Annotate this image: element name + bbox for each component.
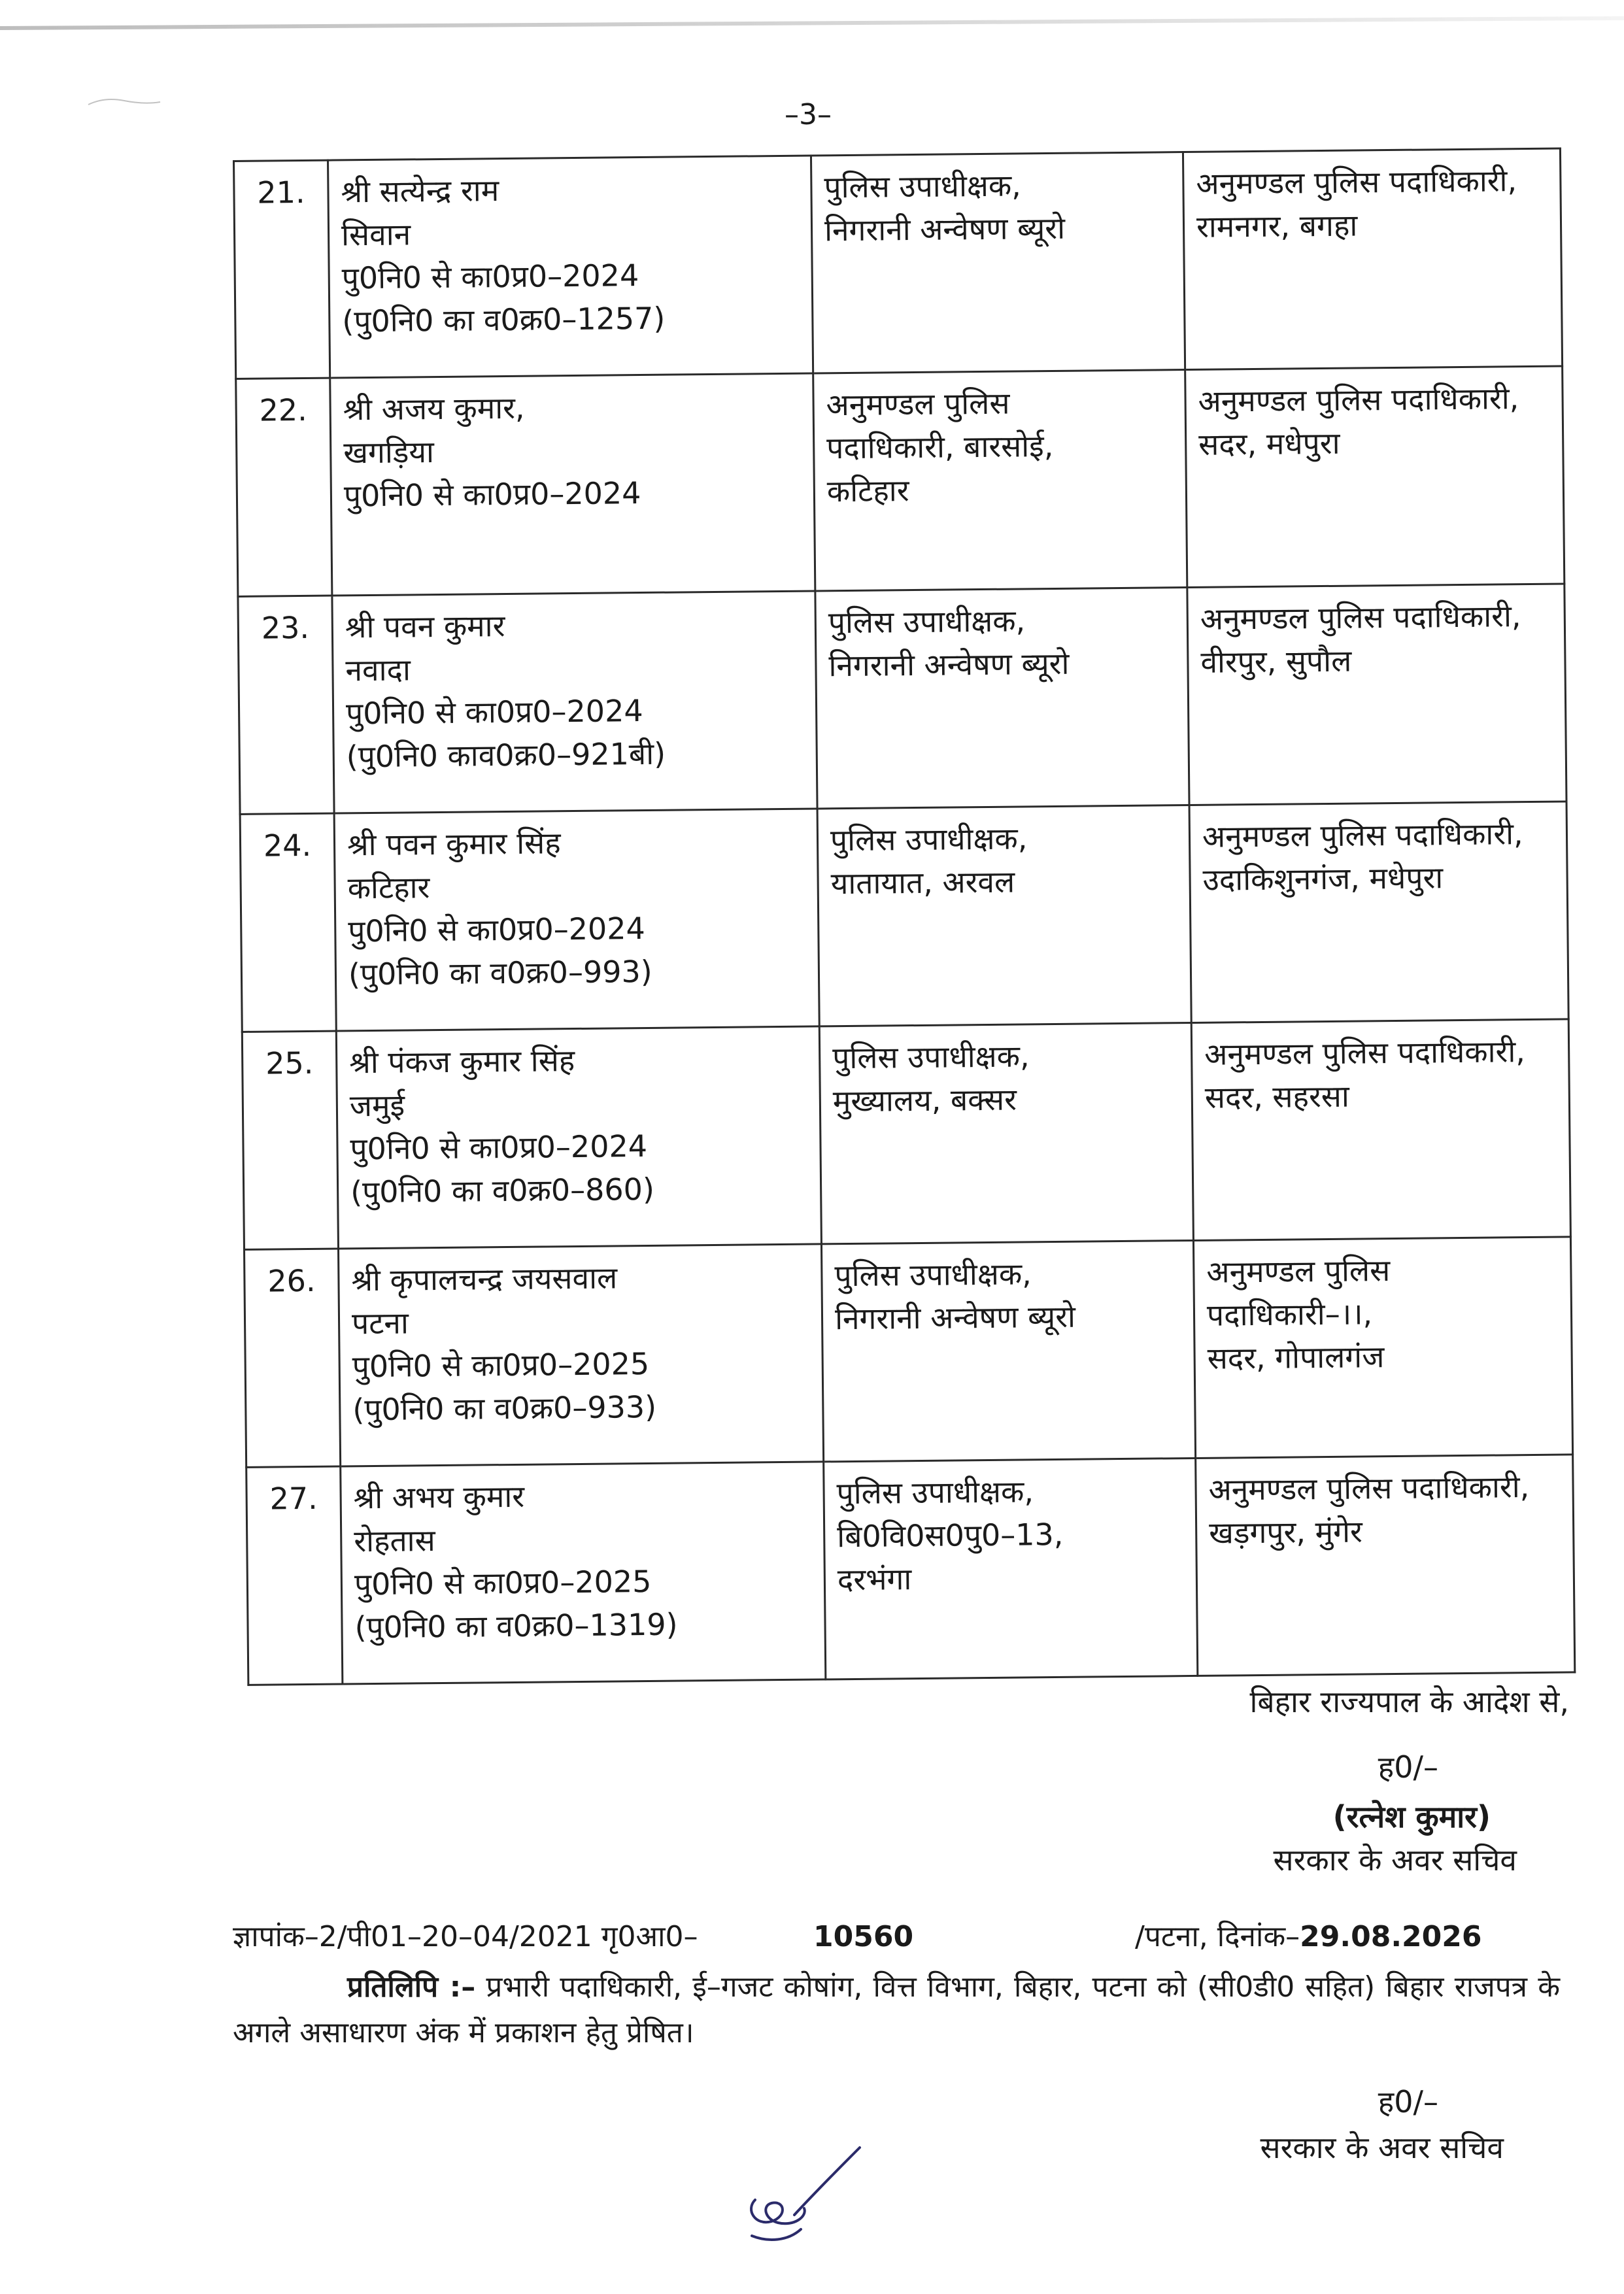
current-posting-line: पुलिस उपाधीक्षक, <box>830 820 1028 858</box>
officer-cell <box>338 1244 823 1466</box>
officer-cell <box>341 1462 826 1684</box>
new-posting-line: अनुमण्डल पुलिस पदाधिकारी, <box>1202 816 1523 854</box>
new-posting-cell <box>1185 366 1565 588</box>
table-row <box>240 801 1568 1032</box>
officer-line: (पु0नि0 का व0क्र0–993) <box>348 953 652 992</box>
new-posting-line: अनुमण्डल पुलिस पदाधिकारी, <box>1204 1034 1526 1072</box>
memo-place-date <box>1135 1915 1482 1959</box>
officer-line: श्री अभय कुमार <box>353 1478 525 1516</box>
new-posting-cell <box>1187 584 1566 805</box>
new-posting-line: अनुमण्डल पुलिस <box>1206 1253 1391 1290</box>
officer-line: पटना <box>351 1305 409 1341</box>
officer-line: खगड़िया <box>343 434 435 471</box>
current-posting-line: पुलिस उपाधीक्षक, <box>828 603 1026 641</box>
officer-line: पु0नि0 से का0प्र0–2024 <box>343 475 641 514</box>
memo-number: 10560 <box>813 1920 914 1953</box>
officer-line: (पु0नि0 का व0क्र0–1257) <box>342 300 666 339</box>
officer-line: पु0नि0 से का0प्र0–2025 <box>354 1563 652 1602</box>
order-signature-block <box>981 1680 1569 1881</box>
new-posting-line: सदर, गोपालगंज <box>1207 1339 1385 1376</box>
officer-line: पु0नि0 से का0प्र0–2024 <box>350 1128 648 1167</box>
current-posting-line: पदाधिकारी, बारसोई, <box>826 428 1054 466</box>
officer-cell <box>330 373 815 596</box>
new-posting-line: अनुमण्डल पुलिस पदाधिकारी, <box>1196 163 1517 201</box>
officer-cell <box>334 809 819 1031</box>
copy-label: प्रतिलिपि :– <box>347 1970 476 2004</box>
current-posting-line: बि0वि0स0पु0–13, <box>836 1516 1064 1555</box>
table-row <box>238 584 1566 814</box>
serial-number-cell: 26. <box>244 1249 340 1467</box>
new-posting-line: सदर, सहरसा <box>1204 1078 1350 1115</box>
memo-place-label: /पटना, दिनांक– <box>1135 1920 1300 1953</box>
officer-line: (पु0नि0 का व0क्र0–933) <box>352 1389 657 1428</box>
new-posting-cell <box>1183 148 1562 370</box>
signed-mark: ह0/– <box>1378 1749 1438 1785</box>
serial-number-cell: 22. <box>236 378 332 596</box>
current-posting-line: कटिहार <box>826 473 909 509</box>
current-posting-line: निगरानी अन्वेषण ब्यूरो <box>834 1298 1076 1337</box>
officer-line: श्री पवन कुमार <box>345 608 505 645</box>
serial-number-cell: 24. <box>240 813 336 1032</box>
serial-number-cell: 27. <box>246 1466 343 1685</box>
copy-signed-mark: ह0/– <box>1378 2084 1438 2119</box>
officer-line: श्री पवन कुमार सिंह <box>347 825 561 863</box>
officer-line: श्री कृपालचन्द्र जयसवाल <box>351 1260 618 1298</box>
new-posting-line: अनुमण्डल पुलिस पदाधिकारी, <box>1198 380 1519 419</box>
memo-number-prefix: ज्ञापांक–2/पी01–20–04/2021 गृ0आ0– <box>233 1920 698 1953</box>
handwritten-initials <box>732 2138 870 2255</box>
new-posting-cell <box>1193 1237 1572 1459</box>
officer-line: (पु0नि0 का व0क्र0–1319) <box>354 1606 678 1645</box>
officer-line: रोहतास <box>354 1523 435 1559</box>
current-posting-line: अनुमण्डल पुलिस <box>826 385 1010 423</box>
new-posting-line: सदर, मधेपुरा <box>1198 425 1340 462</box>
signatory-name: (रत्नेश कुमार) <box>1332 1799 1491 1834</box>
memo-date: 29.08.2026 <box>1300 1920 1482 1953</box>
current-posting-line: दरभंगा <box>837 1561 912 1598</box>
officer-line: जमुई <box>349 1087 405 1124</box>
officer-line: श्री पंकज कुमार सिंह <box>348 1043 575 1081</box>
new-posting-line: उदाकिशुनगंज, मधेपुरा <box>1202 860 1444 898</box>
serial-number-cell: 25. <box>242 1031 338 1249</box>
current-posting-line: पुलिस उपाधीक्षक, <box>824 167 1022 205</box>
current-posting-cell <box>811 152 1185 373</box>
officer-line: पु0नि0 से का0प्र0–2024 <box>348 911 646 949</box>
officer-line: सिवान <box>341 216 411 253</box>
officer-line: कटिहार <box>347 869 430 906</box>
current-posting-cell <box>824 1458 1198 1679</box>
scan-edge-shadow <box>0 16 1624 30</box>
officer-line: पु0नि0 से का0प्र0–2024 <box>345 693 643 732</box>
new-posting-line: अनुमण्डल पुलिस पदाधिकारी, <box>1200 598 1521 637</box>
new-posting-cell <box>1189 801 1568 1023</box>
copy-paragraph <box>233 1965 1560 2056</box>
transfer-table <box>233 147 1576 1685</box>
current-posting-cell <box>815 588 1189 809</box>
new-posting-line: वीरपुर, सुपौल <box>1200 643 1352 680</box>
scan-smudge <box>85 92 163 111</box>
new-posting-cell <box>1191 1019 1570 1241</box>
current-posting-cell <box>821 1240 1195 1461</box>
serial-number-cell: 21. <box>234 160 330 379</box>
current-posting-line: निगरानी अन्वेषण ब्यूरो <box>824 210 1066 248</box>
copy-signature-block <box>1111 2079 1569 2170</box>
officer-cell <box>332 591 817 813</box>
officer-line: (पु0नि0 काव0क्र0–921बी) <box>346 735 666 775</box>
current-posting-line: पुलिस उपाधीक्षक, <box>832 1038 1030 1076</box>
officer-line: (पु0नि0 का व0क्र0–860) <box>350 1171 655 1210</box>
table-row <box>234 148 1563 379</box>
table-row <box>242 1019 1570 1249</box>
officer-cell <box>336 1026 821 1249</box>
new-posting-line: खड़गपुर, मुंगेर <box>1208 1513 1363 1551</box>
table-row <box>236 366 1565 596</box>
officer-line: नवादा <box>345 652 411 688</box>
current-posting-cell <box>819 1022 1193 1243</box>
serial-number-cell: 23. <box>238 596 334 814</box>
table-row <box>244 1237 1572 1467</box>
current-posting-line: यातायात, अरवल <box>830 864 1015 902</box>
table-row <box>246 1455 1575 1685</box>
current-posting-line: निगरानी अन्वेषण ब्यूरो <box>828 645 1070 684</box>
new-posting-cell <box>1196 1455 1575 1676</box>
officer-line: पु0नि0 से का0प्र0–2024 <box>341 258 639 296</box>
officer-line: पु0नि0 से का0प्र0–2025 <box>352 1345 650 1385</box>
current-posting-cell <box>817 805 1191 1026</box>
new-posting-line: पदाधिकारी–।।, <box>1206 1296 1373 1333</box>
current-posting-line: पुलिस उपाधीक्षक, <box>834 1256 1032 1294</box>
by-order-text: बिहार राज्यपाल के आदेश से, <box>1249 1684 1569 1719</box>
page-number: –3– <box>785 98 832 131</box>
officer-line: श्री अजय कुमार, <box>343 390 525 428</box>
copy-signatory-designation: सरकार के अवर सचिव <box>1260 2130 1504 2165</box>
current-posting-cell <box>813 370 1187 591</box>
transfer-table-container <box>233 147 1576 1685</box>
current-posting-line: पुलिस उपाधीक्षक, <box>836 1474 1034 1511</box>
new-posting-line: रामनगर, बगहा <box>1196 207 1358 245</box>
current-posting-line: मुख्यालय, बक्सर <box>832 1081 1017 1119</box>
copy-text: प्रभारी पदाधिकारी, ई–गजट कोषांग, वित्त विभाग, बिहार, पटना को (सी0डी0 सहित) बिहार राजपत्र के अगले असाधारण अंक में प्रकाशन हेतु प्रेषित। <box>233 1970 1560 2049</box>
signatory-designation: सरकार के अवर सचिव <box>1273 1842 1517 1878</box>
new-posting-line: अनुमण्डल पुलिस पदाधिकारी, <box>1208 1469 1530 1508</box>
officer-line: श्री सत्येन्द्र राम <box>341 173 499 210</box>
officer-cell <box>328 156 813 378</box>
